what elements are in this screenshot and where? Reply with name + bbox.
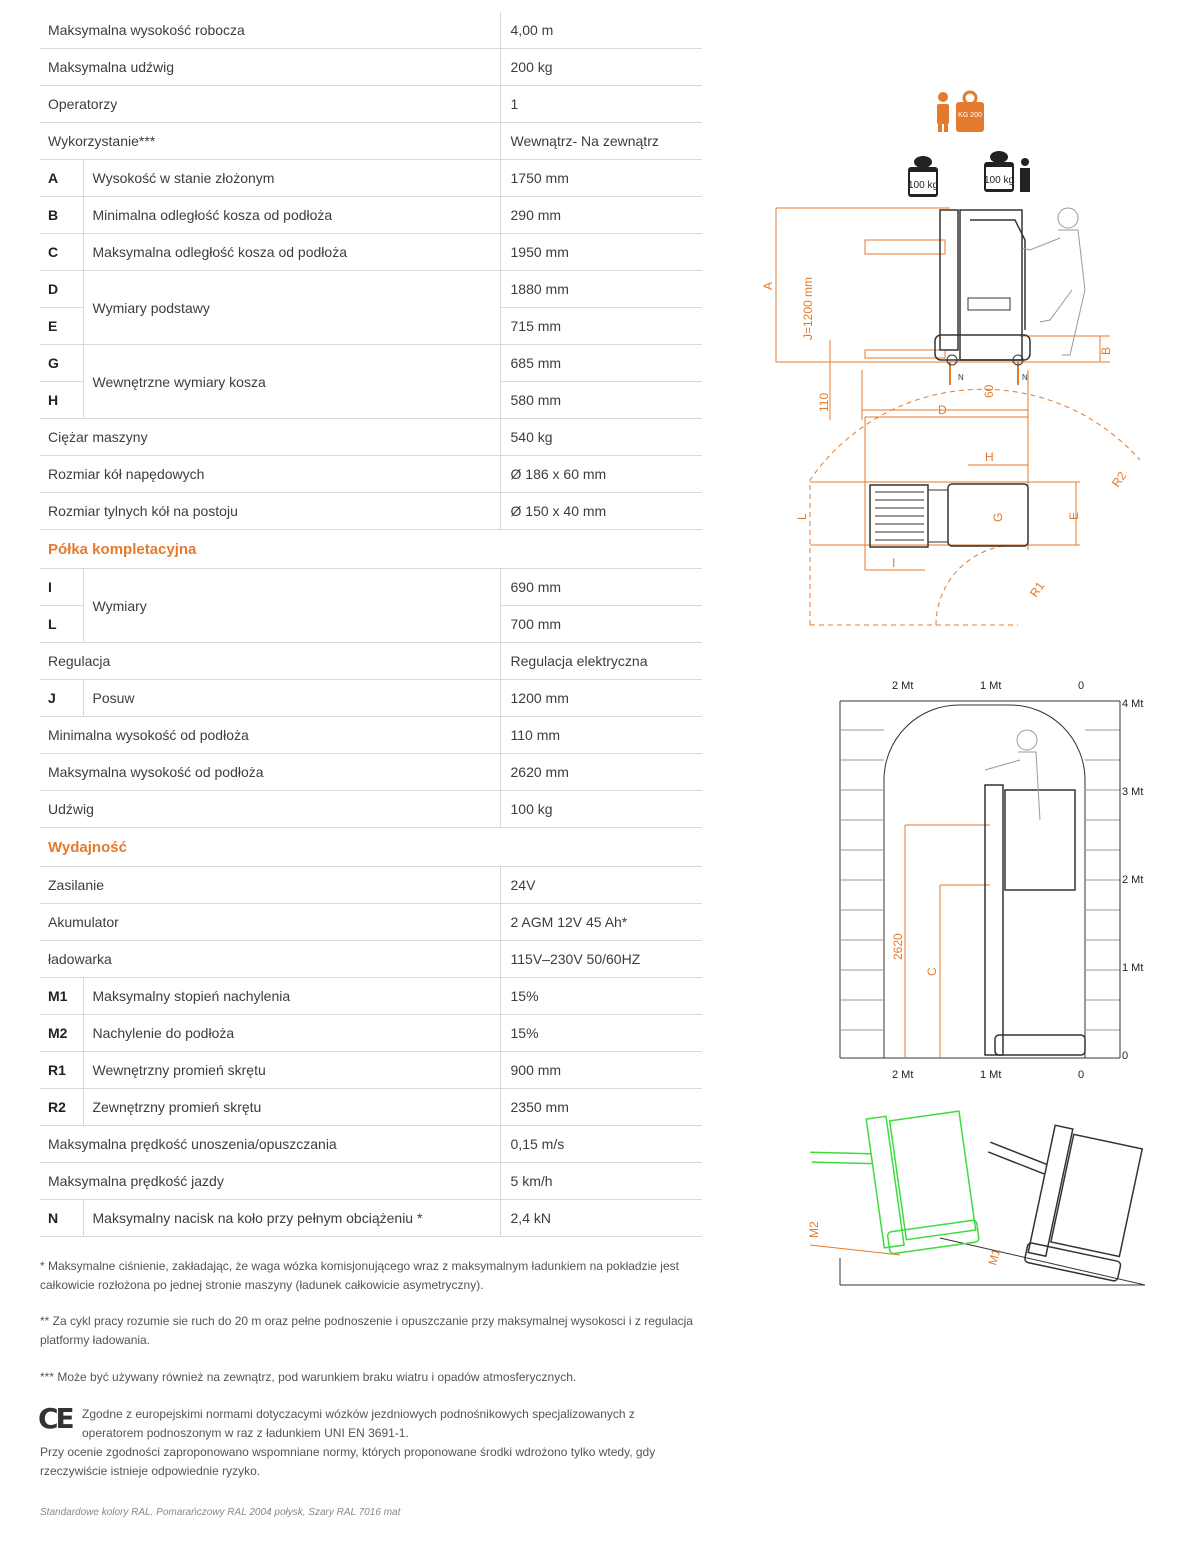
table-row xyxy=(40,49,702,86)
grid-right-1mt: 1 Mt xyxy=(1122,962,1144,974)
spec-label: Wysokość w stanie złożonym xyxy=(83,160,500,197)
spec-value: Ø 186 x 60 mm xyxy=(500,456,702,493)
spec-label: Minimalna odległość kosza od podłoża xyxy=(83,197,500,234)
spec-label: Maksymalna prędkość unoszenia/opuszczania xyxy=(40,1126,500,1163)
spec-label: Maksymalna odległość kosza od podłoża xyxy=(83,234,500,271)
weight-200-icon xyxy=(956,92,984,132)
grid-top-1mt: 1 Mt xyxy=(980,680,1002,692)
table-row xyxy=(40,569,702,606)
spec-label: Maksymalny stopień nachylenia xyxy=(83,978,500,1015)
table-row xyxy=(40,234,702,271)
table-row xyxy=(40,12,702,49)
spec-value: 2 AGM 12V 45 Ah* xyxy=(500,904,702,941)
spec-label: Zewnętrzny promień skrętu xyxy=(83,1089,500,1126)
dim-60-label: 60 xyxy=(982,384,996,398)
table-row xyxy=(40,1163,702,1200)
ce-mark-icon: CE xyxy=(38,1402,72,1435)
spec-label: Rozmiar tylnych kół na postoju xyxy=(40,493,500,530)
table-row xyxy=(40,867,702,904)
section-heading xyxy=(40,828,702,867)
spec-value: 1880 mm xyxy=(500,271,702,308)
slope-drawing xyxy=(807,1106,1146,1285)
technical-drawings xyxy=(740,80,1180,1300)
kg100b-label: 100 kg xyxy=(983,175,1015,186)
spec-label: Ciężar maszyny xyxy=(40,419,500,456)
dim-2620-label: 2620 xyxy=(891,933,905,960)
grid-right-3mt: 3 Mt xyxy=(1122,786,1144,798)
spec-value: 290 mm xyxy=(500,197,702,234)
spec-value: 900 mm xyxy=(500,1052,702,1089)
footnote-2: ** Za cykl pracy rozumie sie ruch do 20 m oraz pełne podnoszenie i opuszczanie przy maksymalnej wysokosci i z regulacja platformy ładowania. xyxy=(40,1314,693,1347)
spec-label: Regulacja xyxy=(40,643,500,680)
section-title-performance: Wydajność xyxy=(40,828,702,867)
spec-value: 1950 mm xyxy=(500,234,702,271)
spec-label: Wymiary xyxy=(83,569,500,643)
table-row xyxy=(40,643,702,680)
spec-code: L xyxy=(40,606,83,643)
spec-value: Regulacja elektryczna xyxy=(500,643,702,680)
spec-label: Udźwig xyxy=(40,791,500,828)
dim-l-label: L xyxy=(795,513,809,520)
table-row xyxy=(40,197,702,234)
dim-110-label: 110 xyxy=(817,392,831,412)
dim-n-label: N xyxy=(958,373,964,382)
spec-label: Maksymalna wysokość od podłoża xyxy=(40,754,500,791)
spec-label: Maksymalny nacisk na koło przy pełnym obciążeniu * xyxy=(83,1200,500,1237)
operator-icon xyxy=(937,92,949,132)
spec-code: R2 xyxy=(40,1089,83,1126)
table-row xyxy=(40,941,702,978)
spec-label: Akumulator xyxy=(40,904,500,941)
spec-code: A xyxy=(40,160,83,197)
spec-value: 700 mm xyxy=(500,606,702,643)
dim-r1-label: R1 xyxy=(1026,579,1048,600)
spec-value: 24V xyxy=(500,867,702,904)
spec-code: H xyxy=(40,382,83,419)
spec-code: I xyxy=(40,569,83,606)
spec-label: Maksymalna udźwig xyxy=(40,49,500,86)
dim-d-label: D xyxy=(938,403,947,417)
spec-value: 715 mm xyxy=(500,308,702,345)
table-row xyxy=(40,1200,702,1237)
spec-code: R1 xyxy=(40,1052,83,1089)
spec-code: N xyxy=(40,1200,83,1237)
spec-value: 4,00 m xyxy=(500,12,702,49)
table-row xyxy=(40,680,702,717)
grid-top-0: 0 xyxy=(1078,680,1085,692)
ce-note-2: Przy ocenie zgodności zaproponowano wspomniane normy, których proponowane środki wdrożono tylko wtedy, gdy rzeczywiście istnieje odpowiednie ryzyko. xyxy=(40,1445,656,1478)
spec-value: 2350 mm xyxy=(500,1089,702,1126)
grid-bottom-1mt: 1 Mt xyxy=(980,1069,1002,1081)
grid-top-2mt: 2 Mt xyxy=(892,680,914,692)
spec-value: 0,15 m/s xyxy=(500,1126,702,1163)
spec-code: J xyxy=(40,680,83,717)
spec-code: M2 xyxy=(40,1015,83,1052)
spec-label: Wewnętrzne wymiary kosza xyxy=(83,345,500,419)
table-row xyxy=(40,978,702,1015)
dim-g-label: G xyxy=(991,512,1005,522)
spec-label: Rozmiar kół napędowych xyxy=(40,456,500,493)
table-row xyxy=(40,1089,702,1126)
footnote-3: *** Może być używany również na zewnątrz, pod warunkiem braku wiatru i opadów atmosferycznych. xyxy=(40,1370,577,1384)
spec-code: G xyxy=(40,345,83,382)
spec-label: Wewnętrzny promień skrętu xyxy=(83,1052,500,1089)
spec-value: 110 mm xyxy=(500,717,702,754)
spec-code: E xyxy=(40,308,83,345)
dim-r2-label: R2 xyxy=(1108,469,1130,490)
spec-label: Operatorzy xyxy=(40,86,500,123)
spec-label: ładowarka xyxy=(40,941,500,978)
spec-value: 580 mm xyxy=(500,382,702,419)
table-row xyxy=(40,717,702,754)
dim-i-label: I xyxy=(892,556,896,570)
spec-value: 200 kg xyxy=(500,49,702,86)
table-row xyxy=(40,1015,702,1052)
spec-value: 1 xyxy=(500,86,702,123)
height-envelope-drawing xyxy=(840,701,1120,1058)
side-view-drawing xyxy=(776,208,1110,420)
table-row xyxy=(40,86,702,123)
dim-h-label: H xyxy=(985,450,994,464)
weight-100-icon xyxy=(908,156,938,197)
dim-n2-label: N xyxy=(1022,373,1028,382)
section-title-shelf: Półka kompletacyjna xyxy=(40,530,702,569)
spec-table xyxy=(40,12,702,1237)
spec-label: Wykorzystanie*** xyxy=(40,123,500,160)
table-row xyxy=(40,456,702,493)
dim-m2-label: M2 xyxy=(807,1221,821,1238)
spec-value: Wewnątrz- Na zewnątrz xyxy=(500,123,702,160)
spec-value: 2,4 kN xyxy=(500,1200,702,1237)
dim-m1-label: M1 xyxy=(985,1247,1004,1267)
spec-code: B xyxy=(40,197,83,234)
spec-value: Ø 150 x 40 mm xyxy=(500,493,702,530)
spec-label: Posuw xyxy=(83,680,500,717)
kg200-label: KG 200 xyxy=(958,112,982,119)
spec-value: 15% xyxy=(500,978,702,1015)
spec-value: 2620 mm xyxy=(500,754,702,791)
spec-code: C xyxy=(40,234,83,271)
dim-a-label: A xyxy=(761,281,775,290)
ral-colors-note: Standardowe kolory RAL. Pomarańczowy RAL 2004 połysk, Szary RAL 7016 mat xyxy=(40,1507,401,1518)
spec-label: Maksymalna wysokość robocza xyxy=(40,12,500,49)
dim-c-label: C xyxy=(925,967,939,976)
footnote-1: * Maksymalne ciśnienie, zakładając, że waga wózka komisjonującego wraz z maksymalnym ładunkiem na pokładzie jest całkowicie rozłożona po jednej stronie maszyny (ładunek całkowicie asymetryczny). xyxy=(40,1259,679,1292)
table-row xyxy=(40,123,702,160)
spec-value: 115V–230V 50/60HZ xyxy=(500,941,702,978)
top-view-drawing xyxy=(810,389,1140,625)
kg100-label: 100 kg xyxy=(907,180,939,191)
spec-value: 1200 mm xyxy=(500,680,702,717)
spec-value: 5 km/h xyxy=(500,1163,702,1200)
table-row xyxy=(40,754,702,791)
table-row xyxy=(40,271,702,308)
spec-value: 1750 mm xyxy=(500,160,702,197)
spec-value: 685 mm xyxy=(500,345,702,382)
table-row xyxy=(40,791,702,828)
ce-note: Zgodne z europejskimi normami dotyczacymi wózków jezdniowych podnośnikowych specjalizowanych z operatorem podnoszonym w raz z ładunkiem UNI EN 3691-1. xyxy=(82,1407,635,1440)
grid-bottom-2mt: 2 Mt xyxy=(892,1069,914,1081)
spec-value: 540 kg xyxy=(500,419,702,456)
spec-label: Nachylenie do podłoża xyxy=(83,1015,500,1052)
table-row xyxy=(40,419,702,456)
table-row xyxy=(40,345,702,382)
spec-value: 690 mm xyxy=(500,569,702,606)
spec-label: Wymiary podstawy xyxy=(83,271,500,345)
spec-value: 15% xyxy=(500,1015,702,1052)
spec-label: Maksymalna prędkość jazdy xyxy=(40,1163,500,1200)
grid-bottom-0: 0 xyxy=(1078,1069,1085,1081)
spec-code: M1 xyxy=(40,978,83,1015)
grid-right-4mt: 4 Mt xyxy=(1122,698,1144,710)
table-row xyxy=(40,160,702,197)
dim-e-label: E xyxy=(1067,511,1081,520)
grid-right-2mt: 2 Mt xyxy=(1122,874,1144,886)
grid-right-0: 0 xyxy=(1122,1050,1129,1062)
spec-code: D xyxy=(40,271,83,308)
spec-value: 100 kg xyxy=(500,791,702,828)
spec-label: Minimalna wysokość od podłoża xyxy=(40,717,500,754)
table-row xyxy=(40,1052,702,1089)
table-row xyxy=(40,1126,702,1163)
weight-100-person-icon xyxy=(984,151,1030,192)
dim-j-label: J=1200 mm xyxy=(801,276,815,340)
spec-label: Zasilanie xyxy=(40,867,500,904)
section-heading xyxy=(40,530,702,569)
table-row xyxy=(40,493,702,530)
table-row xyxy=(40,904,702,941)
dim-b-label: B xyxy=(1099,346,1113,355)
